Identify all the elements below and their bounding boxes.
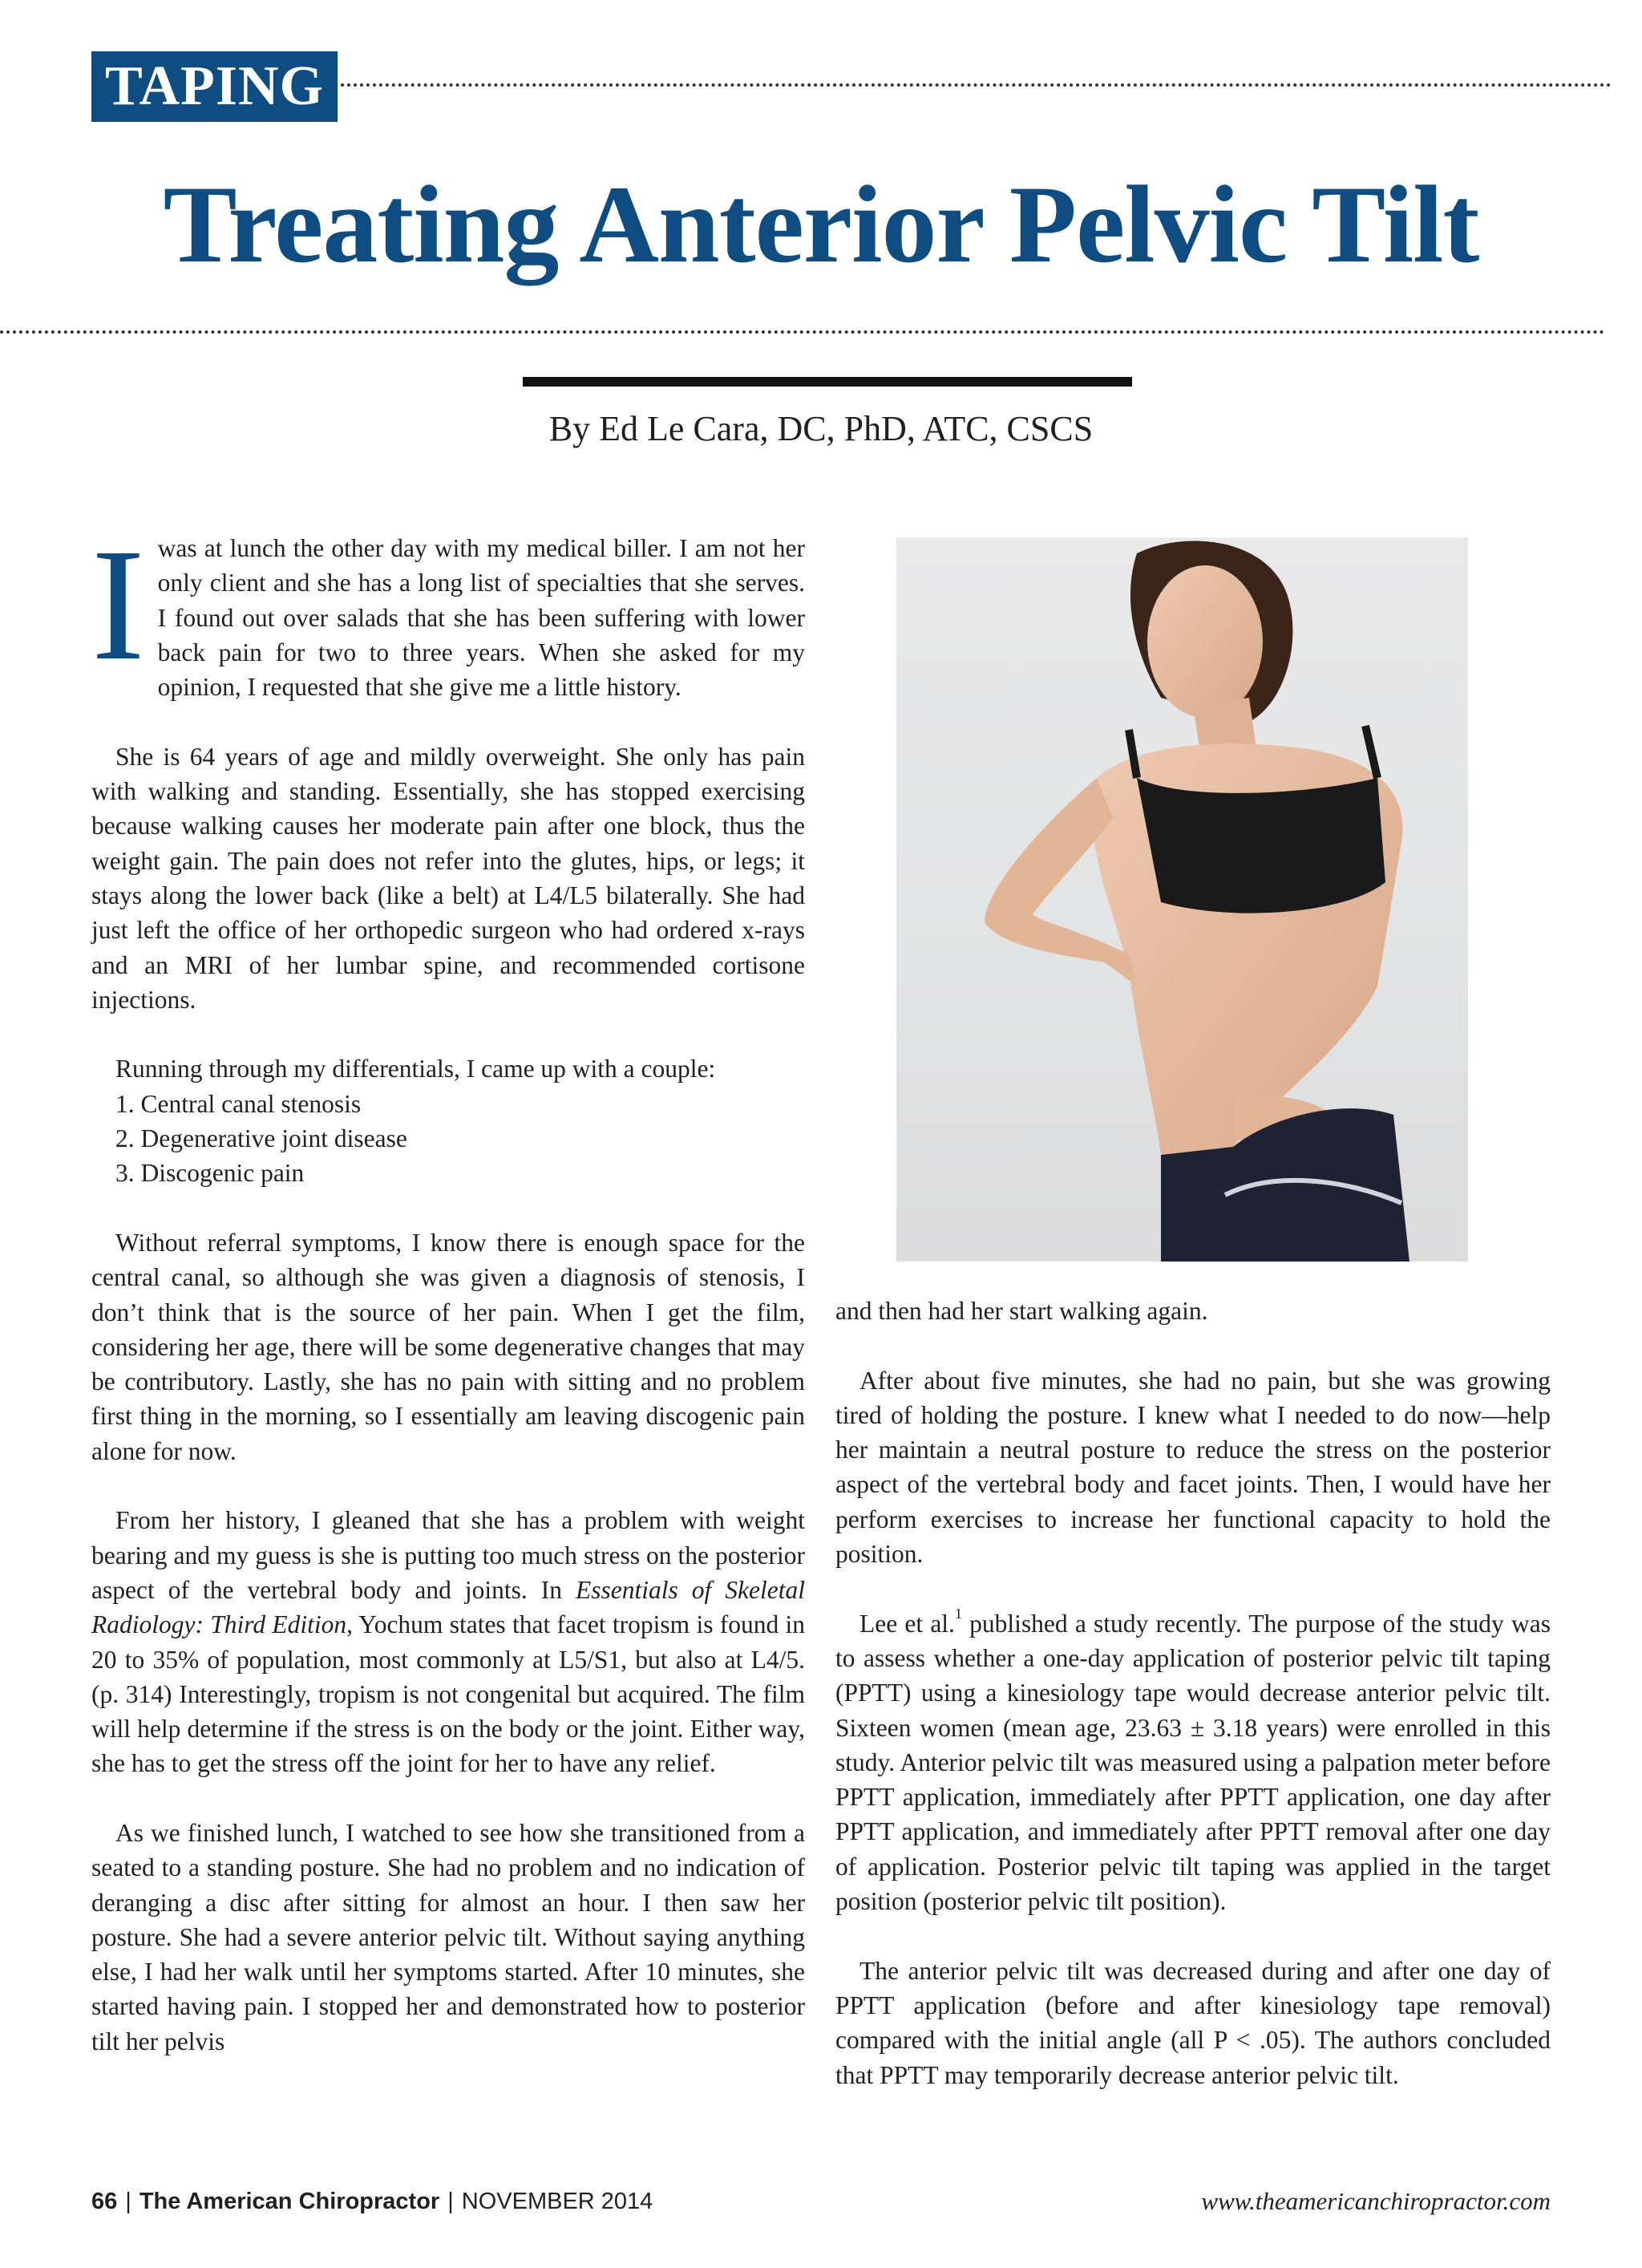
list-item: 3. Discogenic pain	[115, 1159, 305, 1188]
paragraph: From her history, I gleaned that she has a problem with weight bearing and my guess is she is putting too much stress on the posterior aspect of the vertebral body and joints. In Essentials of Skeletal Radiology: Third Edition, Yochum states that facet tropism is found in 20 to 35% of population, most commonly at L5/S1, but also at L4/5. (p. 314) Interestingly, tropism is not congenital but acquired. The film will help determine if the stress is on the body or the joint. Either way, she has to get the stress off the joint for her to have any relief.	[91, 1506, 805, 1778]
section-badge: TAPING	[91, 51, 338, 122]
differentials-block	[91, 1051, 805, 1190]
list-item: 1. Central canal stenosis	[115, 1089, 362, 1118]
footer-divider: |	[447, 2189, 454, 2214]
footnote-ref: 1	[954, 1605, 962, 1622]
dotted-divider-top	[341, 83, 1612, 87]
book-title: Essentials of Skeletal Radiology: Third Edition	[91, 1575, 805, 1639]
article-title: Treating Anterior Pelvic Tilt	[163, 163, 1479, 286]
page-footer	[91, 2185, 653, 2217]
paragraph-intro: Iwas at lunch the other day with my medical biller. I am not her only client and she has a long list of specialties that she serves. I found out over salads that she has been suffering with lower back pain for two to three years. When she asked for my opinion, I requested that she give me a little history.	[91, 516, 805, 702]
website-url: www.theamericanchiropractor.com	[1201, 2187, 1551, 2215]
paragraph: As we finished lunch, I watched to see how she transitioned from a seated to a standing posture. She had no problem and no indication of deranging a disc after sitting for almost an hour. I then saw her posture. She had a severe anterior pelvic tilt. Without saying anything else, I had her walk until her symptoms started. After 10 minutes, she started having pain. I stopped her and demonstrated how to posterior tilt her pelvis	[91, 1818, 805, 2055]
drop-cap: I	[91, 516, 145, 694]
paragraph: The anterior pelvic tilt was decreased during and after one day of PPTT application (before and after kinesiology tape removal) compared with the initial angle (all P < .05). The authors concluded that PPTT may temporarily decrease anterior pelvic tilt.	[835, 1956, 1551, 2089]
publication-name: The American Chiropractor	[139, 2189, 440, 2214]
page-number: 66	[91, 2189, 118, 2214]
paragraph: After about five minutes, she had no pain, but she was growing tired of holding the posture. I knew what I needed to do now—help her maintain a neutral posture to reduce the stress on the posterior aspect of the vertebral body and facet joints. Then, I would have her perform exercises to increase her functional capacity to hold the position.	[835, 1366, 1551, 1569]
paragraph: She is 64 years of age and mildly overweight. She only has pain with walking and standing. Essentially, she has stopped exercising because walking causes her moderate pain after one block, thus the weight gain. The pain does not refer into the glutes, hips, or legs; it stays along the lower back (like a belt) at L4/L5 bilaterally. She had just left the office of her orthopedic surgeon who had ordered x-rays and an MRI of her lumbar spine, and recommended cortisone injections.	[91, 742, 805, 1014]
dotted-divider-bottom	[0, 330, 1605, 334]
paragraph: and then had her start walking again.	[835, 1297, 1208, 1325]
right-column	[835, 1294, 1551, 2092]
paragraph: Lee et al.$^1$ published a study recently. The purpose of the study was to assess whether a one-day application of posterior pelvic tilt taping (PPTT) using a kinesiology tape would decrease anterior pelvic tilt. Sixteen women (mean age, 23.63 ± 3.18 years) were enrolled in this study. Anterior pelvic tilt was measured using a palpation meter before PPTT application, immediately after PPTT application, one day after PPTT application, and immediately after PPTT removal after one day of application. Posterior pelvic tilt taping was applied in the target position (posterior pelvic tilt position).	[835, 1605, 1551, 1916]
paragraph: Without referral symptoms, I know there is enough space for the central canal, so although she was given a diagnosis of stenosis, I don’t think that is the source of her pain. When I get the film, considering her age, there will be some degenerative changes that may be contributory. Lastly, she has no pain with sitting and no problem first thing in the morning, so I essentially am leaving discogenic pain alone for now.	[91, 1228, 805, 1465]
footer-divider: |	[125, 2189, 131, 2214]
differentials-list	[91, 1087, 805, 1191]
byline: By Ed Le Cara, DC, PhD, ATC, CSCS	[548, 409, 1094, 448]
list-item: 2. Degenerative joint disease	[115, 1124, 407, 1153]
issue-date: NOVEMBER 2014	[461, 2189, 653, 2214]
byline-rule	[523, 377, 1132, 387]
paragraph: Running through my differentials, I came up with a couple:	[115, 1055, 716, 1083]
woman-back-pain-photo	[896, 537, 1468, 1262]
left-column	[91, 516, 805, 2059]
photo-illustration	[896, 537, 1468, 1262]
